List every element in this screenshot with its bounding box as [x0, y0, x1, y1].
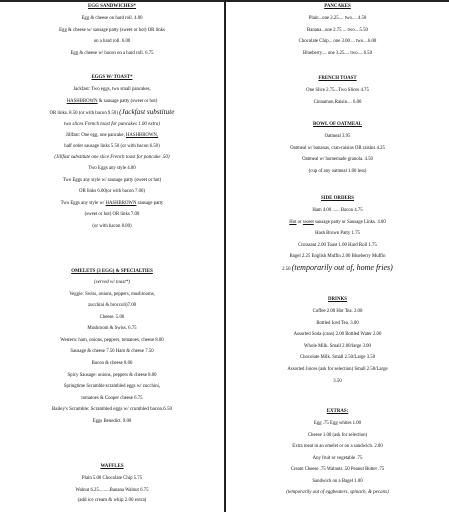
- drinks-section: [226, 293, 449, 387]
- menu-line: [0, 107, 224, 120]
- menu-text: sausage patty or Sausage Links. 4.00: [313, 219, 386, 225]
- menu-note: (Jillfast substitute one slice French toast for pancake .50): [54, 154, 170, 160]
- menu-line: Banana...one 2.75 ... two....5.50: [307, 27, 368, 33]
- menu-line: [0, 96, 224, 108]
- section-title: FRENCH TOAST: [318, 76, 357, 81]
- menu-line: Chocolate Chip... one 3.00 ... two....6.00: [298, 39, 377, 45]
- menu-line: Whole Milk. Small 2.00/large 3.00: [304, 343, 371, 349]
- menu-note: (served w/ toast*): [94, 280, 130, 285]
- menu-line: Sausage & cheese 7.50 Ham & cheese 7.50: [70, 349, 154, 355]
- menu-line: Mushroom & Swiss. 6.75: [87, 326, 137, 332]
- menu-line: Chocolate Milk. Small 2.50/Large 3.50: [299, 355, 376, 361]
- side-orders-section: [226, 192, 449, 276]
- omelets-section: [0, 265, 224, 428]
- hashbrown-text: HASHBROWN,: [125, 132, 159, 138]
- menu-line: zucchini & broccoli)7.00: [87, 303, 137, 309]
- menu-line: Any fruit or vegetable .75: [312, 455, 363, 461]
- menu-note: (Jackfast substitute: [119, 108, 175, 117]
- menu-line: Assorted Juices (ask for selection) Small 2.50/Large: [287, 366, 388, 372]
- menu-text: & sausage patty (sweet or hot): [97, 98, 158, 104]
- menu-line: Veggie: Swiss, onions, peppers, mushrooms,: [69, 291, 155, 297]
- left-column: [0, 0, 224, 512]
- menu-line: Egg & cheese w/ bacon on a hard roll. 6.75: [70, 50, 154, 56]
- french-toast-section: [226, 72, 449, 108]
- menu-line: One Slice 2.75...Two Slices 4.75: [306, 88, 369, 93]
- menu-text: Two Eggs any style w/: [60, 200, 106, 206]
- section-title: EXTRAS:: [326, 409, 349, 414]
- menu-line: Bottled Iced Tea. 3.00: [316, 320, 359, 326]
- menu-line: Plain 5.00 Chocolate Chip 5.75: [81, 476, 143, 481]
- menu-line: Oatmeal w/ bananas, cran-raisins OR raisins 4.25: [290, 145, 385, 151]
- menu-line: Spicy Sausage: onions, peppers & cheese 8.00: [67, 372, 157, 378]
- menu-line: Sandwich on a Bagel 1.00: [312, 478, 363, 484]
- right-column: [226, 0, 449, 512]
- menu-note: (temporarily out of eggbeaters, spinach, & pecans): [286, 489, 389, 495]
- menu-line: (cup of any oatmeal 1.00 less): [308, 168, 367, 174]
- menu-line: Two Eggs any style 4.00: [88, 165, 136, 171]
- section-title: WAFFLES: [100, 464, 124, 469]
- menu-note: (temporarily out of, home fries): [291, 262, 393, 272]
- menu-line: Hash Brown Patty 1.75: [315, 231, 360, 237]
- menu-line: Egg & cheese w/ sausage patty (sweet or hot) OR links: [59, 27, 165, 33]
- menu-line: Springtime Scramble:scrambled eggs w/ zucchini,: [63, 384, 161, 390]
- menu-line: 3.50: [333, 378, 342, 384]
- menu-line: Assorted Soda (cans) 2.00 Bottled Water 2.00: [293, 332, 382, 338]
- menu-line: (sweet or hot) OR links 7.00: [84, 212, 140, 218]
- hashbrown-text: HASHBROWN: [66, 98, 98, 104]
- menu-line: Cheese 1.00 (ask for selection): [307, 432, 368, 438]
- menu-line: Cinnamon Raisin.... 6.00: [313, 99, 362, 105]
- menu-line: [226, 263, 449, 276]
- menu-line: Eggs Benedict. 9.00: [92, 419, 132, 425]
- menu-line: Cream Cheese .75 Walnuts .50 Peanut Butter .75: [290, 467, 385, 473]
- menu-line: Oatmeal w/ homemade granola. 4.50: [302, 157, 373, 163]
- menu-line: Oatmeal 3.95: [324, 134, 351, 139]
- menu-line: OR links 6.00(or with bacon 7.00): [79, 189, 145, 195]
- extras-section: [226, 405, 449, 498]
- menu-text: Hot: [289, 219, 297, 225]
- menu-text: Jillfast: One egg, one pancake,: [65, 132, 126, 138]
- menu-line: Western: ham, onions, peppers, tomatoes, cheese 8.00: [60, 337, 164, 343]
- menu-note: two slices French toast for pancakes 1.00 extra): [63, 121, 161, 127]
- section-title: DRINKS: [327, 297, 348, 302]
- menu-line: Extra meat in an omelet or on a sandwich. 2.00: [292, 444, 383, 450]
- menu-line: Cheese. 5.00: [99, 314, 125, 320]
- menu-text: OR links. 8.50 (or with bacon 9.50): [49, 111, 118, 117]
- menu-line: Croissant 2.00 Toast 1.00 Hard Roll 1.75: [298, 242, 377, 248]
- menu-line: [0, 198, 224, 210]
- menu-line: [226, 217, 449, 229]
- menu-line: Two Eggs any style w/ sausage patty (sweet or hot): [62, 177, 162, 183]
- egg-sandwiches-section: [0, 0, 224, 59]
- section-title: SIDE ORDERS: [320, 196, 355, 201]
- menu-text: 2.50: [282, 266, 292, 272]
- menu-line: Walnut 6.25.........Banana Walnut 6.75: [75, 487, 149, 493]
- menu-line: Blueberry.... one 3.25.... two.....6.50: [303, 50, 372, 56]
- menu-line: Coffee 2.00 Hot Tea. 2.00: [312, 309, 363, 314]
- menu-line: Egg .75 Egg whites 1.00: [313, 421, 362, 426]
- menu-line: tomatoes & Cooper cheese 6.75: [81, 395, 143, 401]
- section-title: OMELETS (3 EGG) & SPECIALTIES: [71, 269, 153, 274]
- menu-text: or: [296, 219, 303, 225]
- waffles-section: [0, 460, 224, 506]
- menu-line: Bagel 2.25 English Muffin 2.00 Blueberry Muffin: [289, 254, 386, 260]
- eggs-toast-section: [0, 71, 224, 233]
- menu-line: Jackfast: Two eggs, two small pancakes,: [73, 87, 151, 92]
- menu-line: Egg & cheese on hard roll. 4.00: [81, 16, 143, 21]
- oatmeal-section: [226, 118, 449, 177]
- menu-line: (add ice cream & whip 2.00 extra): [77, 498, 147, 504]
- menu-line: on a hard roll. 6.00: [93, 39, 131, 45]
- menu-text: sausage patty: [136, 200, 164, 206]
- menu-line: Ham 4.00 ...... Bacon 4.75: [312, 208, 363, 213]
- section-title: EGGS W/ TOAST*: [91, 75, 133, 80]
- hashbrown-text: HASHBROWN: [105, 200, 137, 206]
- menu-line: (or with bacon 8.00): [92, 223, 132, 229]
- menu-line: Bailey's Scramble: Scrambled eggs w/ crumbled bacon.6.50: [51, 407, 173, 413]
- section-title: EGG SANDWICHES*: [88, 4, 136, 9]
- menu-line: Plain...one 2.25.... two.... 4.50: [308, 16, 367, 21]
- menu-text: sweet: [302, 219, 314, 225]
- menu-line: half order sausage links 5.50 (or with bacon 6.50): [64, 144, 160, 150]
- menu-line: Bacon & cheese 8.00: [91, 361, 133, 367]
- section-title: BOWL OF OATMEAL: [313, 122, 362, 127]
- pancakes-section: [226, 0, 449, 59]
- menu-line: [0, 130, 224, 142]
- section-title: PANCAKES: [324, 4, 351, 9]
